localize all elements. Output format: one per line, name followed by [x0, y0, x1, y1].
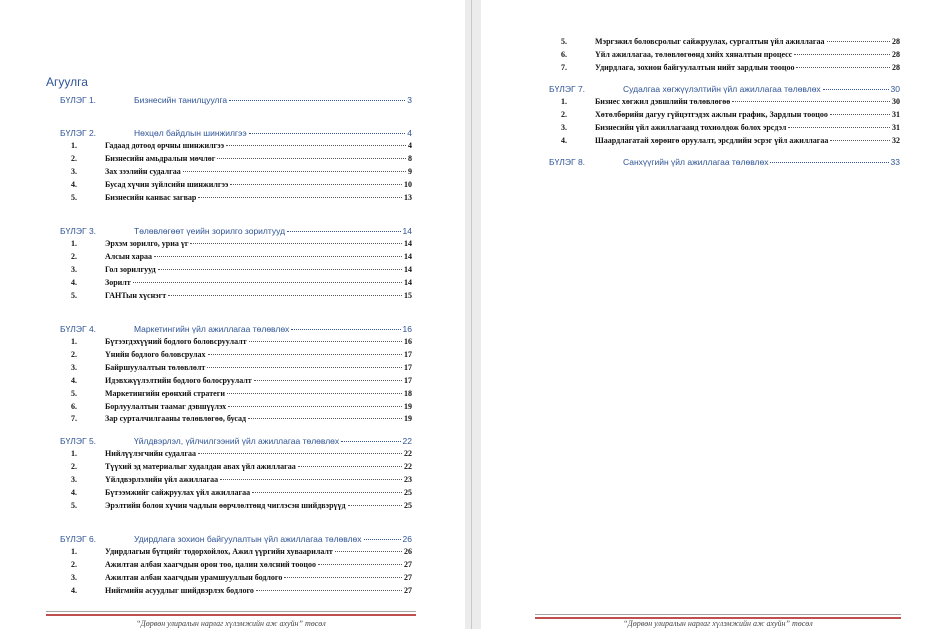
- toc-entry-number: 7.: [561, 63, 567, 72]
- toc-section-entry[interactable]: [55, 350, 412, 362]
- toc-entry-number: БҮЛЭГ 1.: [60, 95, 97, 105]
- dot-leader: [248, 418, 402, 419]
- toc-section-entry[interactable]: [55, 475, 412, 487]
- toc-entry-page: 26: [402, 534, 412, 544]
- page-gutter: [465, 0, 481, 629]
- toc-entry-number: 3.: [71, 572, 77, 582]
- dot-leader: [341, 441, 400, 442]
- toc-entry-number: 6.: [71, 401, 77, 411]
- dot-leader: [217, 158, 406, 159]
- toc-section-entry[interactable]: [55, 265, 412, 277]
- toc-entry-page: 27: [404, 572, 412, 582]
- toc-entry-number: БҮЛЭГ 4.: [60, 324, 97, 334]
- toc-section-entry[interactable]: [55, 154, 412, 166]
- toc-section-entry[interactable]: [55, 449, 412, 461]
- dot-leader: [298, 466, 402, 467]
- toc-entry-page: 8: [408, 153, 412, 163]
- toc-entry-page: 33: [890, 157, 900, 167]
- toc-entry-title: Бизнесийн канвас загвар: [105, 192, 197, 202]
- toc-entry-number: 3.: [561, 123, 567, 132]
- dot-leader: [183, 171, 406, 172]
- toc-section-entry[interactable]: [545, 110, 900, 122]
- toc-entry-page: 9: [408, 166, 412, 176]
- toc-entry-title: Ажилтан албан хаагчдын урамшууллын бодлого: [105, 572, 283, 582]
- toc-entry-page: 14: [404, 239, 412, 248]
- toc-entry-page: 22: [404, 449, 412, 458]
- document-page-left: [0, 0, 465, 629]
- dot-leader: [291, 329, 400, 330]
- dot-leader: [823, 89, 889, 90]
- toc-entry-number: БҮЛЭГ 8.: [549, 157, 586, 167]
- toc-entry-title: Эрхэм зорилго, уриа үг: [105, 239, 189, 248]
- toc-section-entry[interactable]: [55, 376, 412, 388]
- toc-chapter-entry[interactable]: [60, 226, 412, 238]
- toc-entry-number: 5.: [71, 290, 77, 300]
- toc-entry-number: 3.: [71, 264, 77, 274]
- toc-entry-page: 18: [404, 388, 412, 398]
- dot-leader: [249, 133, 406, 134]
- toc-entry-page: 14: [404, 264, 412, 274]
- toc-section-entry[interactable]: [55, 560, 412, 572]
- toc-entry-page: 3: [407, 95, 412, 105]
- toc-entry-page: 4: [407, 128, 412, 138]
- toc-entry-title: Ажилтан албан хаагчдын орон тоо, цалин хөлсний тооцоо: [105, 559, 316, 569]
- dot-leader: [220, 479, 402, 480]
- toc-entry-title: Нийлүүлэгчийн судалгаа: [105, 449, 197, 458]
- toc-entry-number: БҮЛЭГ 7.: [549, 84, 586, 94]
- toc-entry-page: 4: [408, 141, 412, 150]
- dot-leader: [318, 564, 402, 565]
- toc-entry-title: Идэвхжүүлэлтийн бодлого болосруулалт: [105, 375, 252, 385]
- toc-section-entry[interactable]: [55, 337, 412, 349]
- toc-entry-page: 32: [892, 136, 900, 145]
- dot-leader: [732, 101, 890, 102]
- footer-rule: [535, 614, 901, 615]
- toc-entry-number: 5.: [71, 192, 77, 202]
- document-page-right: [481, 0, 947, 629]
- toc-entry-number: 1.: [71, 239, 77, 248]
- dot-leader: [226, 145, 406, 146]
- dot-leader: [198, 197, 402, 198]
- toc-entry-title: Санхүүгийн үйл ажиллагаа төлөвлөх: [623, 157, 769, 167]
- dot-leader: [788, 127, 890, 128]
- toc-section-entry[interactable]: [55, 278, 412, 290]
- toc-entry-page: 17: [404, 375, 412, 385]
- toc-section-entry[interactable]: [55, 402, 412, 414]
- toc-entry-number: 5.: [561, 37, 567, 46]
- toc-chapter-entry[interactable]: [60, 534, 412, 546]
- toc-entry-number: 2.: [71, 559, 77, 569]
- toc-entry-number: 4.: [71, 487, 77, 497]
- toc-entry-title: Гадаад дотоод орчны шинжилгээ: [105, 141, 225, 150]
- toc-entry-page: 14: [404, 277, 412, 287]
- toc-section-entry[interactable]: [545, 136, 900, 148]
- toc-section-entry[interactable]: [55, 167, 412, 179]
- toc-section-entry[interactable]: [55, 462, 412, 474]
- toc-entry-number: БҮЛЭГ 3.: [60, 226, 97, 236]
- toc-entry-number: 1.: [561, 97, 567, 106]
- dot-leader: [133, 282, 402, 283]
- toc-entry-title: Бизнес хөгжил дэвшлийн төлөвлөгөө: [595, 97, 731, 106]
- toc-entry-number: 2.: [561, 110, 567, 119]
- toc-section-entry[interactable]: [55, 488, 412, 500]
- toc-entry-title: Түүхий эд материалыг худалдан авах үйл ажиллагаа: [105, 461, 296, 471]
- toc-entry-number: 5.: [71, 388, 77, 398]
- toc-chapter-entry[interactable]: [60, 128, 412, 140]
- toc-entry-page: 19: [404, 414, 412, 424]
- toc-entry-page: 19: [404, 401, 412, 411]
- dot-leader: [154, 256, 402, 257]
- dot-leader: [254, 380, 402, 381]
- toc-entry-number: 4.: [561, 136, 567, 145]
- toc-entry-page: 10: [404, 179, 412, 189]
- toc-entry-number: 1.: [71, 547, 77, 556]
- toc-entry-page: 22: [404, 461, 412, 471]
- dot-leader: [230, 184, 402, 185]
- toc-section-entry[interactable]: [55, 180, 412, 192]
- toc-entry-title: Удирдлага зохион байгуулалтын үйл ажиллагаа төлөвлөх: [134, 534, 362, 544]
- dot-leader: [198, 453, 402, 454]
- dot-leader: [830, 140, 890, 141]
- toc-entry-title: Мэргэжил боловсролыг сайжруулах, сургалтын үйл ажиллагаа: [595, 37, 825, 46]
- toc-entry-title: Борлуулалтын таамаг дэвшүүлэх: [105, 401, 227, 411]
- dot-leader: [794, 54, 890, 55]
- dot-leader: [228, 406, 402, 407]
- toc-entry-title: Бизнесийн танилцуулга: [134, 95, 228, 105]
- toc-entry-title: Шаардлагатай хөрөнгө оруулалт, эрсдлийн эсрэг үйл ажиллагаа: [595, 136, 829, 145]
- toc-section-entry[interactable]: [545, 123, 900, 135]
- toc-entry-number: 5.: [71, 500, 77, 510]
- toc-entry-number: 2.: [71, 349, 77, 359]
- toc-entry-title: Хөтөлбөрийн дагуу гүйцэтгэдэх ажлын график, Зардлын тооцоо: [595, 110, 828, 119]
- toc-section-entry[interactable]: [55, 291, 412, 303]
- toc-entry-page: 25: [404, 500, 412, 510]
- toc-entry-number: 1.: [71, 337, 77, 346]
- dot-leader: [770, 162, 888, 163]
- toc-entry-title: Судалгаа хөгжүүлэлтийн үйл ажиллагаа төлөвлөх: [623, 84, 821, 94]
- toc-entry-title: Эрэлтийн болон хүчин чадлын өөрчлөлтөнд чиглэсэн шийдвэрүүд: [105, 500, 346, 510]
- toc-entry-page: 28: [892, 37, 900, 46]
- toc-entry-number: 3.: [71, 362, 77, 372]
- footer-rule-accent: [46, 614, 416, 616]
- toc-entry-page: 30: [890, 84, 900, 94]
- toc-entry-page: 31: [892, 110, 900, 119]
- toc-entry-title: Бүтээгдэхүүний бодлого боловсруулалт: [105, 337, 247, 346]
- toc-entry-number: БҮЛЭГ 5.: [60, 436, 97, 446]
- toc-section-entry[interactable]: [545, 50, 900, 62]
- toc-section-entry[interactable]: [545, 97, 900, 109]
- toc-entry-number: 6.: [561, 50, 567, 59]
- toc-section-entry[interactable]: [55, 363, 412, 375]
- toc-entry-page: 26: [404, 547, 412, 556]
- footer-rule: [46, 611, 416, 612]
- dot-leader: [287, 231, 400, 232]
- toc-entry-page: 27: [404, 559, 412, 569]
- footer-text: “Дөрвөн улиралын нарлаг хүлэмжийн аж ахуйн” төсөл: [623, 619, 813, 628]
- toc-entry-number: 1.: [71, 449, 77, 458]
- toc-entry-page: 13: [404, 192, 412, 202]
- toc-section-entry[interactable]: [55, 501, 412, 513]
- toc-entry-title: Маркетингийн үйл ажиллагаа төлөвлөх: [134, 324, 290, 334]
- dot-leader: [364, 539, 401, 540]
- dot-leader: [348, 505, 402, 506]
- toc-section-entry[interactable]: [55, 414, 412, 426]
- toc-section-entry[interactable]: [55, 389, 412, 401]
- toc-entry-number: 2.: [71, 153, 77, 163]
- toc-entry-number: 3.: [71, 474, 77, 484]
- toc-entry-title: Зорилт: [105, 277, 131, 287]
- toc-entry-page: 30: [892, 97, 900, 106]
- dot-leader: [227, 393, 402, 394]
- toc-entry-title: Үйл ажиллагаа, төлөвлөгөөнд хийх хяналтын процесс: [595, 50, 793, 59]
- toc-entry-number: БҮЛЭГ 2.: [60, 128, 97, 138]
- toc-section-entry[interactable]: [55, 547, 412, 559]
- toc-entry-title: Бусад хүчин зүйлсийн шинжилгээ: [105, 179, 229, 189]
- toc-entry-number: 4.: [71, 179, 77, 189]
- toc-section-entry[interactable]: [545, 37, 900, 49]
- toc-entry-number: 7.: [71, 414, 77, 424]
- toc-entry-page: 14: [404, 251, 412, 261]
- dot-leader: [207, 367, 402, 368]
- toc-entry-title: Нийгмийн асуудлыг шийдвэрлэх бодлого: [105, 585, 254, 595]
- toc-entry-title: Нөхцөл байдлын шинжилгээ: [134, 128, 247, 138]
- toc-title: Агуулга: [46, 75, 88, 89]
- toc-entry-title: ГАНТын хүснэгт: [105, 290, 167, 300]
- dot-leader: [830, 114, 890, 115]
- toc-entry-title: Бизнесийн үйл ажиллагаанд тохиолдож болох эрсдэл: [595, 123, 787, 132]
- toc-entry-page: 22: [402, 436, 412, 446]
- dot-leader: [284, 577, 402, 578]
- toc-chapter-entry[interactable]: [60, 95, 412, 107]
- toc-entry-title: Бүтээмжийг сайжруулах үйл ажиллагаа: [105, 487, 251, 497]
- toc-entry-title: Үнийн бодлого боловсрулах: [105, 349, 206, 359]
- dot-leader: [827, 41, 890, 42]
- toc-entry-title: Зах зээлийн судалгаа: [105, 166, 181, 176]
- toc-section-entry[interactable]: [55, 252, 412, 264]
- toc-entry-title: Төлөвлөгөөт үеийн зорилго зорилтууд: [134, 226, 286, 236]
- toc-entry-title: Алсын хараа: [105, 251, 153, 261]
- toc-entry-number: 4.: [71, 585, 77, 595]
- toc-section-entry[interactable]: [55, 586, 412, 598]
- toc-chapter-entry[interactable]: [549, 84, 900, 96]
- toc-entry-title: Зар сурталчилгааны төлөвлөгөө, бусад: [105, 414, 247, 424]
- toc-entry-title: Байршуулалтын төлөвлөлт: [105, 362, 206, 372]
- toc-section-entry[interactable]: [55, 239, 412, 251]
- toc-entry-title: Удирдлага, зохион байгуулалтын нийт зардлын тооцоо: [595, 63, 795, 72]
- toc-entry-title: Гол зорилгууд: [105, 264, 156, 274]
- dot-leader: [229, 100, 405, 101]
- dot-leader: [335, 551, 402, 552]
- toc-entry-title: Бизнесийн амьдралын мөчлөг: [105, 153, 216, 163]
- dot-leader: [190, 243, 402, 244]
- toc-entry-page: 27: [404, 585, 412, 595]
- toc-entry-number: БҮЛЭГ 6.: [60, 534, 97, 544]
- toc-entry-title: Үйлдвэрлэлийн үйл ажиллагаа: [105, 474, 219, 484]
- dot-leader: [168, 295, 402, 296]
- toc-entry-number: 2.: [71, 461, 77, 471]
- toc-entry-number: 4.: [71, 277, 77, 287]
- toc-entry-number: 2.: [71, 251, 77, 261]
- toc-entry-page: 16: [404, 337, 412, 346]
- toc-entry-page: 17: [404, 349, 412, 359]
- dot-leader: [252, 492, 402, 493]
- toc-entry-page: 23: [404, 474, 412, 484]
- toc-section-entry[interactable]: [55, 573, 412, 585]
- toc-entry-number: 1.: [71, 141, 77, 150]
- toc-chapter-entry[interactable]: [60, 436, 412, 448]
- dot-leader: [256, 590, 402, 591]
- toc-entry-page: 31: [892, 123, 900, 132]
- dot-leader: [249, 341, 402, 342]
- toc-entry-page: 16: [402, 324, 412, 334]
- toc-section-entry[interactable]: [55, 193, 412, 205]
- toc-entry-title: Маркетингийн ерөнхий стратеги: [105, 388, 225, 398]
- toc-entry-number: 3.: [71, 166, 77, 176]
- toc-section-entry[interactable]: [55, 141, 412, 153]
- toc-section-entry[interactable]: [545, 63, 900, 75]
- toc-entry-page: 25: [404, 487, 412, 497]
- toc-entry-page: 28: [892, 63, 900, 72]
- dot-leader: [796, 67, 890, 68]
- toc-entry-number: 4.: [71, 375, 77, 385]
- toc-entry-title: Үйлдвэрлэл, үйлчилгээний үйл ажиллагаа төлөвлөх: [134, 436, 340, 446]
- toc-entry-page: 14: [402, 226, 412, 236]
- footer-text: “Дөрвөн улиралын нарлаг хүлэмжийн аж ахуйн” төсөл: [136, 619, 326, 628]
- toc-entry-title: Удирдлагын бүтцийг тодорхойлох, Ажил үүргийн хуваарилалт: [105, 547, 333, 556]
- toc-chapter-entry[interactable]: [549, 157, 900, 169]
- toc-entry-page: 17: [404, 362, 412, 372]
- dot-leader: [208, 354, 402, 355]
- toc-entry-page: 15: [404, 290, 412, 300]
- toc-entry-page: 28: [892, 50, 900, 59]
- dot-leader: [158, 269, 402, 270]
- toc-chapter-entry[interactable]: [60, 324, 412, 336]
